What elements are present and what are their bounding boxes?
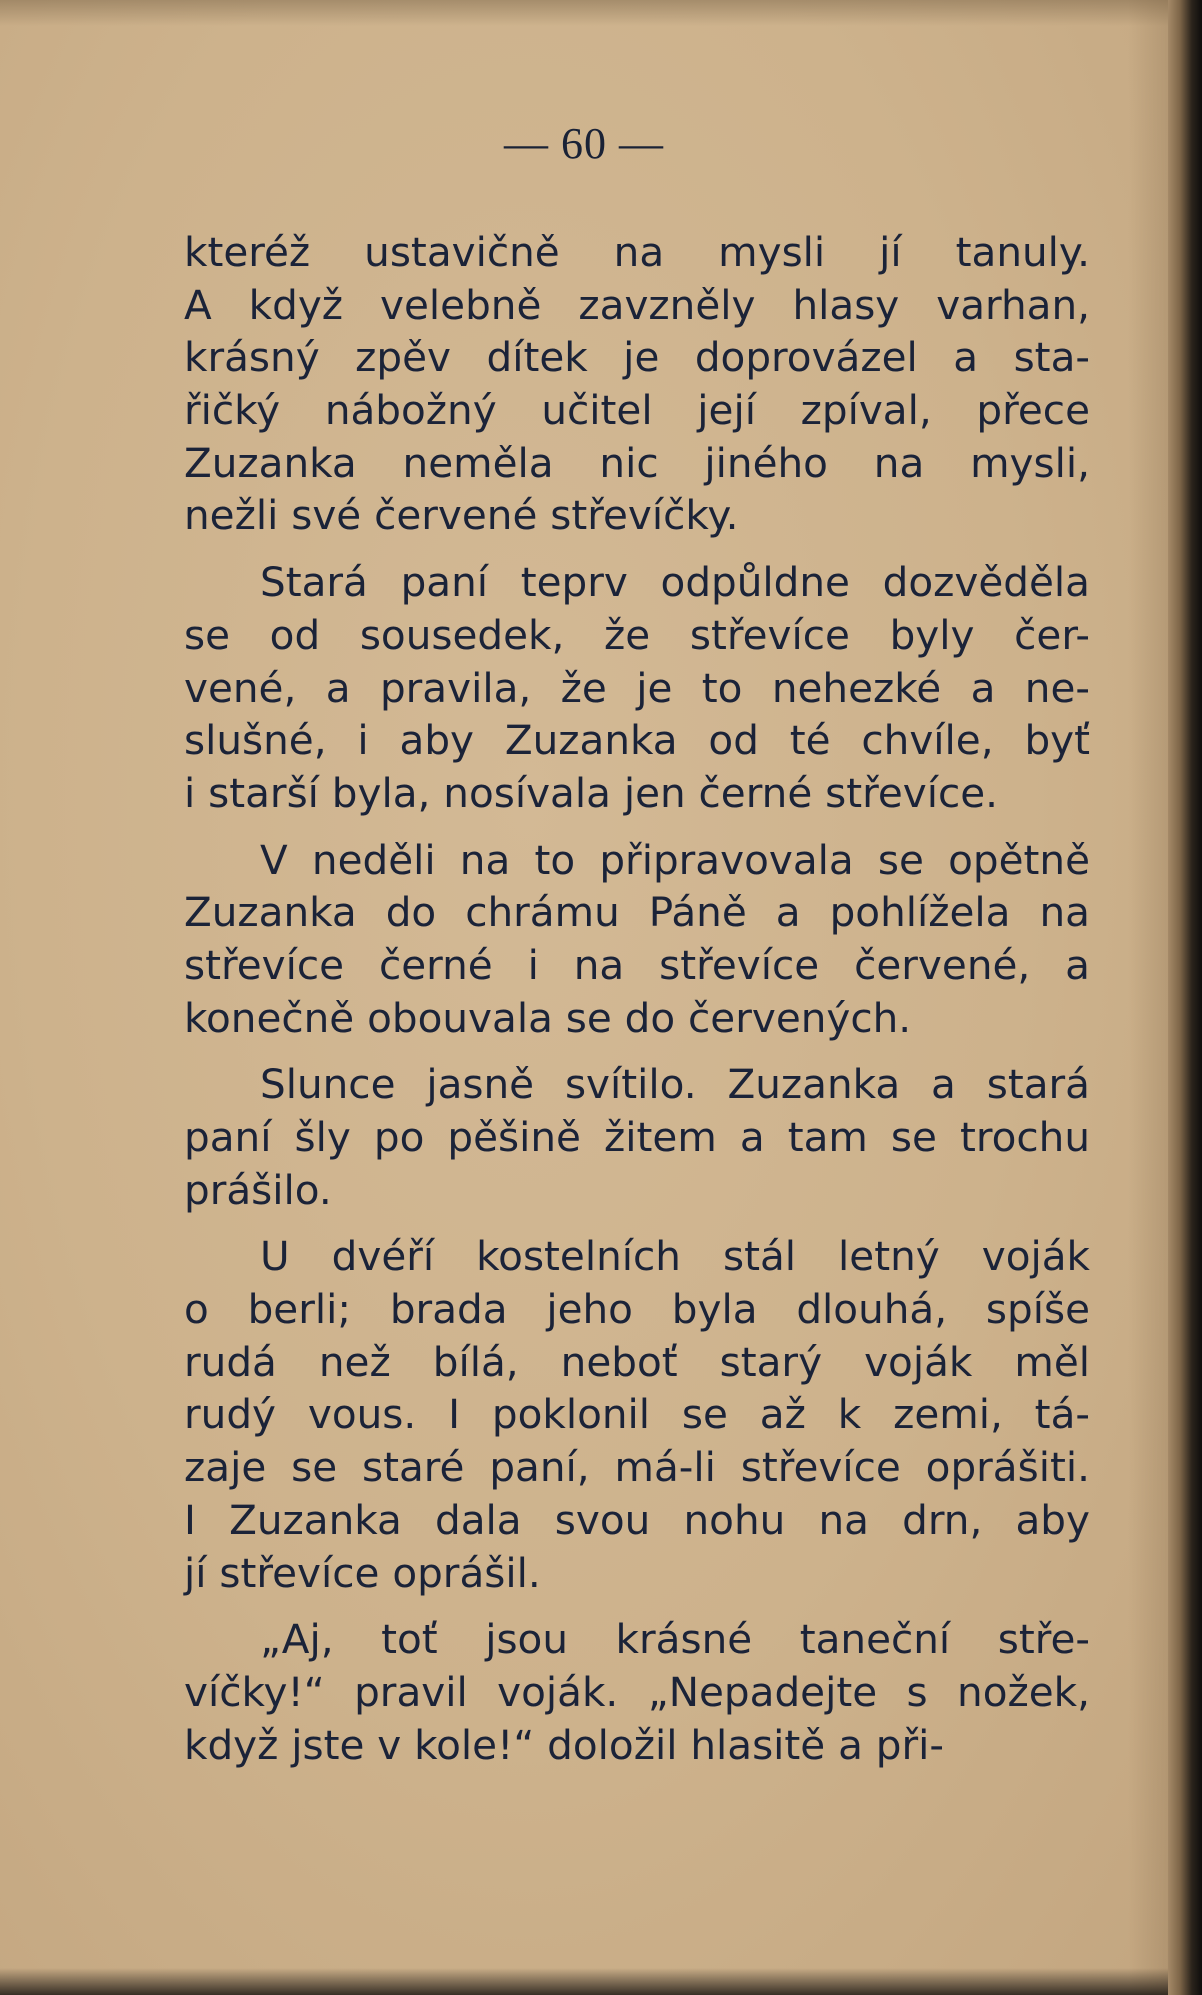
page-top-shadow xyxy=(0,0,1168,26)
text-line: Stará paní teprv odpůldne dozvěděla xyxy=(260,558,1090,607)
page-fold-shade xyxy=(1128,0,1168,1995)
text-line: vené, a pravila, že je to nehezké a ne- xyxy=(184,663,1090,712)
text-line: Zuzanka neměla nic jiného na mysli, xyxy=(184,438,1090,487)
text-line: se od sousedek, že střevíce byly čer- xyxy=(184,610,1090,659)
text-line: o berli; brada jeho byla dlouhá, spíše xyxy=(184,1285,1090,1334)
paragraph-gap xyxy=(184,1599,1090,1613)
text-line: I Zuzanka dala svou nohu na drn, aby xyxy=(184,1495,1090,1544)
text-line: i starší byla, nosívala jen černé střevíce. xyxy=(184,768,999,817)
text-line: U dvéří kostelních stál letný voják xyxy=(260,1232,1090,1281)
text-line: Zuzanka do chrámu Páně a pohlížela na xyxy=(184,888,1090,937)
text-line: rudá než bílá, neboť starý voják měl xyxy=(184,1337,1090,1386)
text-line: konečně obouvala se do červených. xyxy=(184,993,912,1042)
paragraph xyxy=(184,1058,1090,1216)
paragraph xyxy=(184,226,1090,542)
text-line: nežli své červené střevíčky. xyxy=(184,491,739,540)
page-number: — 60 — xyxy=(504,119,664,168)
text-line: Slunce jasně svítilo. Zuzanka a stará xyxy=(260,1060,1090,1109)
text-line: rudý vous. I poklonil se až k zemi, tá- xyxy=(184,1390,1090,1439)
text-line: krásný zpěv dítek je doprovázel a sta- xyxy=(184,333,1090,382)
paragraph-gap xyxy=(184,542,1090,556)
paragraph-gap xyxy=(184,820,1090,834)
binding-edge xyxy=(1168,0,1202,1995)
text-line: víčky!“ pravil voják. „Nepadejte s nožek, xyxy=(184,1667,1090,1716)
text-line: střevíce černé i na střevíce červené, a xyxy=(184,940,1090,989)
paragraph-gap xyxy=(184,1216,1090,1230)
text-line: kteréž ustavičně na mysli jí tanuly. xyxy=(184,228,1090,276)
text-line: V neděli na to připravovala se opětně xyxy=(260,835,1090,884)
text-line: řičký nábožný učitel její zpíval, přece xyxy=(184,386,1090,435)
text-line: A když velebně zavzněly hlasy varhan, xyxy=(184,280,1090,329)
text-line: prášilo. xyxy=(184,1165,332,1214)
paragraph xyxy=(184,556,1090,819)
text-line: paní šly po pěšině žitem a tam se trochu xyxy=(184,1113,1090,1161)
paragraph xyxy=(184,834,1090,1045)
paragraph xyxy=(184,1230,1090,1599)
body-text xyxy=(184,226,1090,1771)
text-line: když jste v kole!“ doložil hlasitě a při- xyxy=(184,1720,945,1769)
paragraph-gap xyxy=(184,1044,1090,1058)
text-line: „Aj, toť jsou krásné taneční stře- xyxy=(260,1615,1090,1664)
page-bottom-shadow xyxy=(0,1968,1168,1995)
text-line: zaje se staré paní, má-li střevíce oprášiti. xyxy=(184,1443,1090,1492)
text-line: slušné, i aby Zuzanka od té chvíle, byť xyxy=(184,716,1090,765)
text-line: jí střevíce oprášil. xyxy=(184,1548,541,1597)
paragraph xyxy=(184,1613,1090,1771)
